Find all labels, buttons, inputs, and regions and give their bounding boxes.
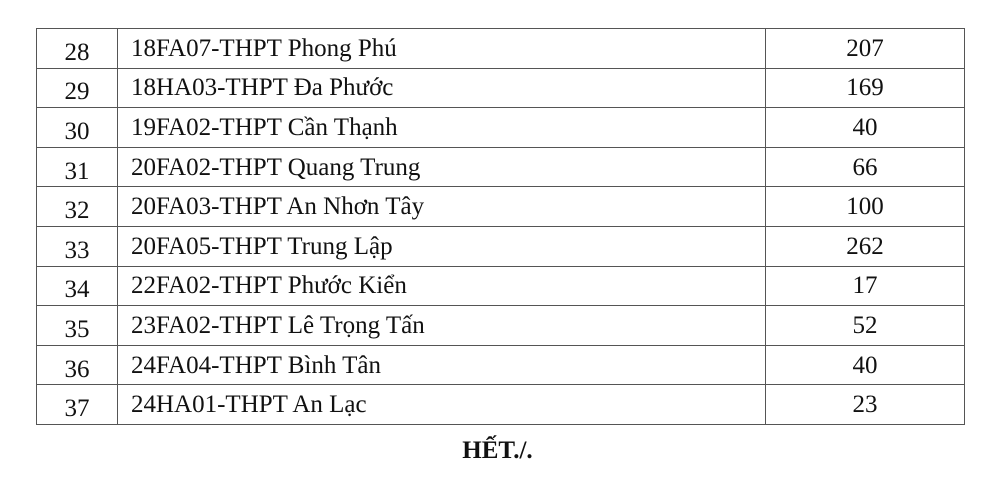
row-number: 34	[37, 266, 118, 306]
row-number: 37	[37, 385, 118, 425]
student-count: 100	[766, 187, 965, 227]
row-number: 29	[37, 68, 118, 108]
end-marker: HẾT./.	[462, 437, 533, 464]
table-row	[37, 68, 965, 108]
student-count: 17	[766, 266, 965, 306]
school-name: 19FA02-THPT Cần Thạnh	[118, 108, 766, 148]
row-number: 35	[37, 306, 118, 346]
school-name: 24FA04-THPT Bình Tân	[118, 345, 766, 385]
row-number: 32	[37, 187, 118, 227]
table-container	[36, 28, 965, 425]
table-row	[37, 266, 965, 306]
student-count: 23	[766, 385, 965, 425]
table-row	[37, 187, 965, 227]
school-name: 22FA02-THPT Phước Kiển	[118, 266, 766, 306]
school-name: 23FA02-THPT Lê Trọng Tấn	[118, 306, 766, 346]
student-count: 40	[766, 345, 965, 385]
row-number: 36	[37, 345, 118, 385]
student-count: 169	[766, 68, 965, 108]
table-row	[37, 108, 965, 148]
student-count: 262	[766, 226, 965, 266]
row-number: 30	[37, 108, 118, 148]
school-name: 20FA03-THPT An Nhơn Tây	[118, 187, 766, 227]
row-number: 33	[37, 226, 118, 266]
table-row	[37, 226, 965, 266]
table-row	[37, 29, 965, 69]
school-name: 20FA02-THPT Quang Trung	[118, 147, 766, 187]
student-count: 66	[766, 147, 965, 187]
student-count: 40	[766, 108, 965, 148]
school-name: 24HA01-THPT An Lạc	[118, 385, 766, 425]
table-row	[37, 306, 965, 346]
table-row	[37, 385, 965, 425]
school-name: 18FA07-THPT Phong Phú	[118, 29, 766, 69]
school-name: 18HA03-THPT Đa Phước	[118, 68, 766, 108]
student-count: 52	[766, 306, 965, 346]
school-table	[36, 28, 965, 425]
row-number: 28	[37, 29, 118, 69]
table-row	[37, 147, 965, 187]
school-name: 20FA05-THPT Trung Lập	[118, 226, 766, 266]
row-number: 31	[37, 147, 118, 187]
student-count: 207	[766, 29, 965, 69]
table-row	[37, 345, 965, 385]
